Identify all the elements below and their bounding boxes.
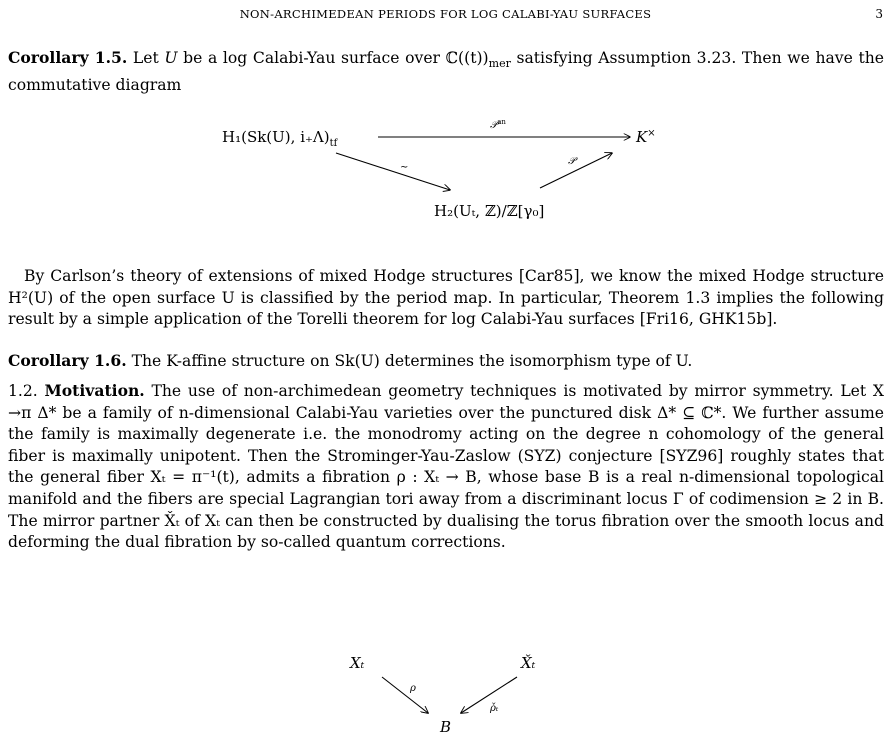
diagram2-left-label: ρ	[410, 683, 416, 694]
corollary-1-5-U: U	[164, 49, 178, 67]
diagram1-right-arrow-label: 𝒫	[568, 156, 576, 167]
section-1-2	[8, 380, 884, 554]
diagram1-top-arrow-label: 𝒫$^{an}$	[490, 118, 506, 131]
corollary-1-6-heading: Corollary 1.6.	[8, 351, 127, 370]
section-title: Motivation.	[44, 381, 145, 400]
corollary-1-6	[8, 350, 884, 373]
page-number: 3	[875, 7, 883, 21]
paragraph-carlson: By Carlson’s theory of extensions of mixed Hodge structures [Car85], we know the mixed Hodge structure H²(U) of the open surface U is classified by the period map. In particular, Theorem 1.3 implies the following result by a simple application of the Torelli theorem for log Calabi-Yau surfaces [Fri16, GHK15b].	[8, 267, 884, 329]
corollary-1-5-text-c: satisfying Assumption 3.23. Then we have the commutative diagram	[8, 49, 884, 94]
diagram1-source: H₁(Sk(U), $i_+\Lambda)_{tf}$	[222, 128, 338, 149]
diagram2-bottom: B	[440, 718, 452, 736]
diagram1-target: K×	[636, 128, 656, 146]
section-number: 1.2.	[8, 382, 38, 400]
diagram1-bottom: H₂(Uₜ, ℤ)/ℤ[γ₀]	[434, 202, 545, 220]
diagram2-left-arrow	[382, 677, 428, 713]
corollary-1-6-text: The K-affine structure on Sk(U) determines the isomorphism type of U.	[126, 352, 693, 370]
diagram2-right-arrow	[461, 677, 517, 713]
running-head: NON-ARCHIMEDEAN PERIODS FOR LOG CALABI-YAU SURFACES	[239, 7, 652, 21]
diagram1-left-arrow-label: ∼	[400, 162, 409, 173]
diagram2-right-label: ρ̌ₜ	[490, 703, 499, 714]
diagram2-left: Xₜ	[350, 654, 365, 672]
corollary-1-5-text-a: Let	[127, 49, 165, 67]
section-body: The use of non-archimedean geometry techniques is motivated by mirror symmetry. Let X →π Δ* be a family of n-dimensional Calabi-Yau varieties over the punctured disk Δ* ⊆ ℂ*. We further assume the family is maximally degenerate i.e. the monodromy acting on the degree n cohomology of the general fiber is maximally unipotent. Then the Strominger-Yau-Zaslow (SYZ) conjecture [SYZ96] roughly states that the general fiber Xₜ = π⁻¹(t), admits a fibration ρ : Xₜ → B, whose base B is a real n-dimensional topological manifold and the fibers are special Lagrangian tori away from a discriminant locus Γ of codimension ≥ 2 in B. The mirror partner X̌ₜ of Xₜ can then be constructed by dualising the torus fibration over the smooth locus and deforming the dual fibration by so-called quantum corrections.	[8, 382, 884, 552]
corollary-1-5-sub: mer	[488, 57, 511, 71]
corollary-1-5-heading: Corollary 1.5.	[8, 48, 128, 67]
corollary-1-5-text-b: be a log Calabi-Yau surface over ℂ((t))	[177, 49, 489, 67]
diagram1-right-arrow	[540, 153, 612, 188]
diagram2-right: X̌ₜ	[521, 654, 536, 672]
diagram1-left-arrow	[336, 153, 450, 190]
